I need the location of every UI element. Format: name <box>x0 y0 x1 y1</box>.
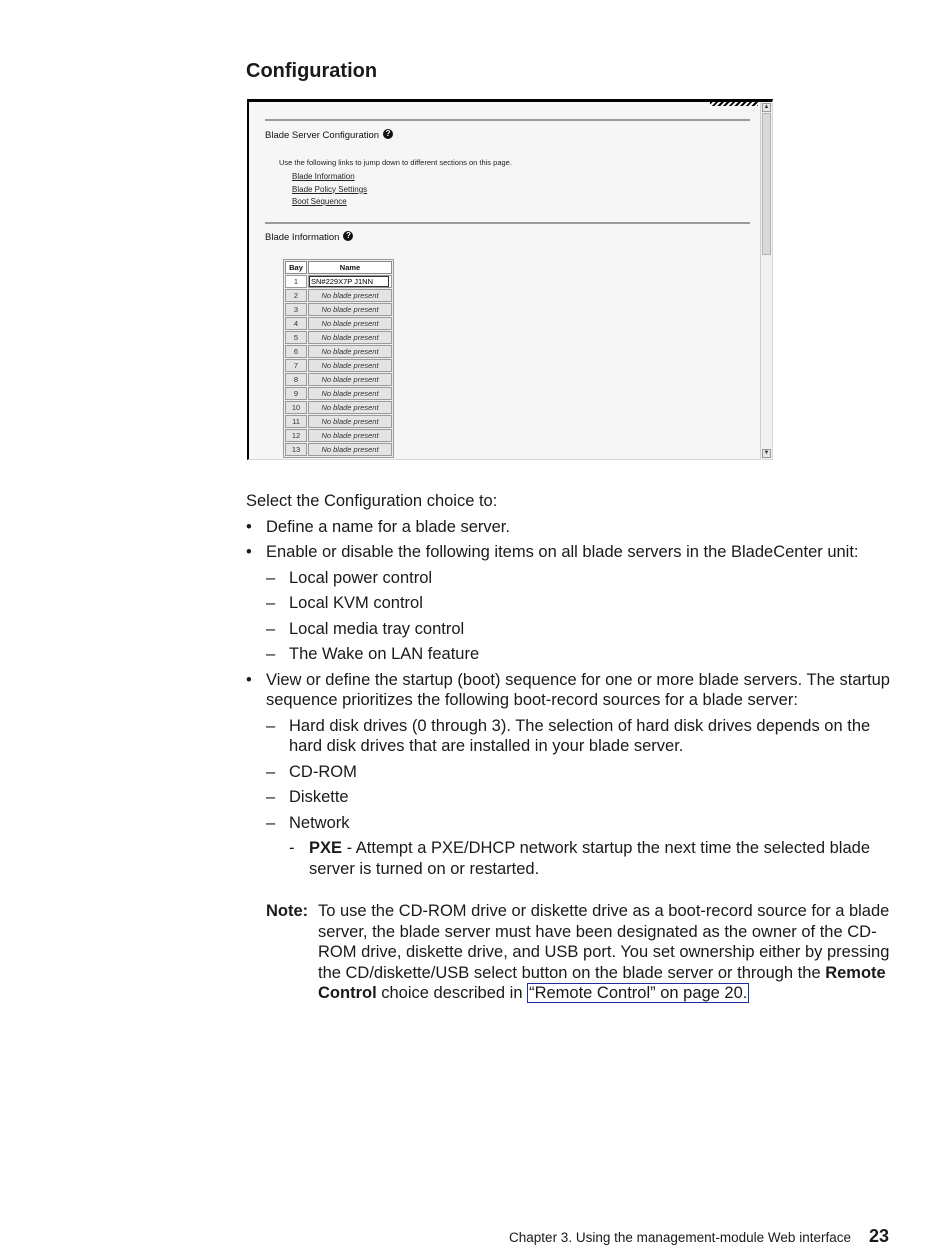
name-cell: No blade present <box>308 359 392 372</box>
list-item: – Local KVM control <box>266 593 896 614</box>
list-item <box>246 670 896 880</box>
column-header-name: Name <box>308 261 392 274</box>
list-item: – Local media tray control <box>266 619 896 640</box>
list-item <box>289 838 896 879</box>
bay-cell: 4 <box>285 317 307 330</box>
table-row <box>285 317 392 330</box>
bay-cell: 1 <box>285 275 307 288</box>
bullet-text: View or define the startup (boot) sequence for one or more blade servers. The startup sequence prioritizes the following boot-record sources for a blade server: <box>266 670 890 709</box>
table-row <box>285 429 392 442</box>
bay-cell: 3 <box>285 303 307 316</box>
help-icon[interactable]: ? <box>383 129 393 139</box>
blade-name-input[interactable] <box>309 276 389 287</box>
bullet-text: Enable or disable the following items on all blade servers in the BladeCenter unit: <box>266 543 859 561</box>
intro-paragraph: Select the Configuration choice to: <box>246 492 498 510</box>
network-sub-list <box>289 838 896 879</box>
pxe-term: PXE <box>309 839 343 857</box>
table-row <box>285 303 392 316</box>
name-cell: No blade present <box>308 401 392 414</box>
list-item: – The Wake on LAN feature <box>266 644 896 665</box>
note <box>266 901 896 1004</box>
bay-cell: 13 <box>285 443 307 456</box>
note-body <box>318 901 896 1004</box>
bay-cell: 2 <box>285 289 307 302</box>
bay-cell: 7 <box>285 359 307 372</box>
name-cell <box>308 275 392 288</box>
link-blade-information[interactable]: Blade Information <box>292 172 355 181</box>
pxe-description: - Attempt a PXE/DHCP network startup the next time the selected blade server is turned on or restarted. <box>309 839 870 878</box>
name-cell: No blade present <box>308 331 392 344</box>
link-blade-policy-settings[interactable]: Blade Policy Settings <box>292 184 368 194</box>
name-cell: No blade present <box>308 303 392 316</box>
name-cell: No blade present <box>308 443 392 456</box>
page-footer <box>509 1226 889 1247</box>
table-row <box>285 401 392 414</box>
scroll-down-arrow-icon[interactable]: ▼ <box>763 450 770 456</box>
bay-cell: 12 <box>285 429 307 442</box>
blade-config-screenshot <box>247 99 773 460</box>
jump-intro-text: Use the following links to jump down to different sections on this page. <box>279 158 512 167</box>
table-row <box>285 331 392 344</box>
blade-server-config-title <box>265 129 393 141</box>
table-row <box>285 415 392 428</box>
name-cell: No blade present <box>308 415 392 428</box>
table-row <box>285 275 392 288</box>
bay-cell: 11 <box>285 415 307 428</box>
name-cell: No blade present <box>308 289 392 302</box>
column-header-bay: Bay <box>285 261 307 274</box>
bay-cell: 5 <box>285 331 307 344</box>
note-text: To use the CD-ROM drive or diskette drive as a boot-record source for a blade server, the blade server must have been designated as the owner of the CD-ROM drive, diskette drive, and USB port. You set ownership either by pressing the CD/diskette/USB select button on the blade server or through the <box>318 902 890 982</box>
info-title-text: Blade Information <box>265 232 340 243</box>
link-boot-sequence[interactable]: Boot Sequence <box>292 197 347 206</box>
table-row <box>285 345 392 358</box>
note-text: choice described in <box>376 984 528 1002</box>
network-label: Network <box>289 813 350 832</box>
scroll-up-arrow-icon[interactable]: ▲ <box>763 104 770 110</box>
note-bold-term: Remote Control <box>318 963 886 1002</box>
blade-table <box>283 259 394 458</box>
section-title-text: Blade Server Configuration <box>265 130 380 141</box>
page-number: 23 <box>868 1226 889 1246</box>
sub-list <box>266 716 896 880</box>
choice-list <box>246 517 896 880</box>
sub-list <box>266 568 896 665</box>
chapter-title: Chapter 3. Using the management-module Web interface <box>509 1230 851 1245</box>
list-item <box>246 517 896 538</box>
table-row <box>285 387 392 400</box>
remote-control-xref-link[interactable]: “Remote Control” on page 20. <box>529 984 748 1002</box>
bullet-text: Define a name for a blade server. <box>266 517 510 536</box>
list-item <box>246 542 896 665</box>
vertical-scrollbar[interactable] <box>760 102 772 459</box>
table-row <box>285 443 392 456</box>
name-cell: No blade present <box>308 345 392 358</box>
main-text <box>246 491 896 1004</box>
scroll-thumb[interactable] <box>762 113 771 255</box>
table-header-row <box>285 261 392 274</box>
divider <box>265 222 750 224</box>
name-cell: No blade present <box>308 387 392 400</box>
list-item: – Local power control <box>266 568 896 589</box>
note-label: Note: <box>266 902 309 920</box>
jump-links <box>292 171 367 209</box>
bay-cell: 8 <box>285 373 307 386</box>
name-cell: No blade present <box>308 373 392 386</box>
name-cell: No blade present <box>308 429 392 442</box>
page-heading: Configuration <box>246 60 378 82</box>
bay-cell: 10 <box>285 401 307 414</box>
help-icon[interactable]: ? <box>343 231 353 241</box>
table-row <box>285 289 392 302</box>
table-row <box>285 373 392 386</box>
list-item <box>266 813 896 880</box>
list-item: – Hard disk drives (0 through 3). The selection of hard disk drives depends on the hard disk drives that are installed in your blade server. <box>266 716 896 757</box>
name-cell: No blade present <box>308 317 392 330</box>
list-item: – Diskette <box>266 787 896 808</box>
blade-information-title <box>265 231 353 243</box>
divider <box>265 119 750 121</box>
list-item: – CD-ROM <box>266 762 896 783</box>
bay-cell: 9 <box>285 387 307 400</box>
screenshot-content <box>249 102 760 459</box>
table-row <box>285 359 392 372</box>
bay-cell: 6 <box>285 345 307 358</box>
